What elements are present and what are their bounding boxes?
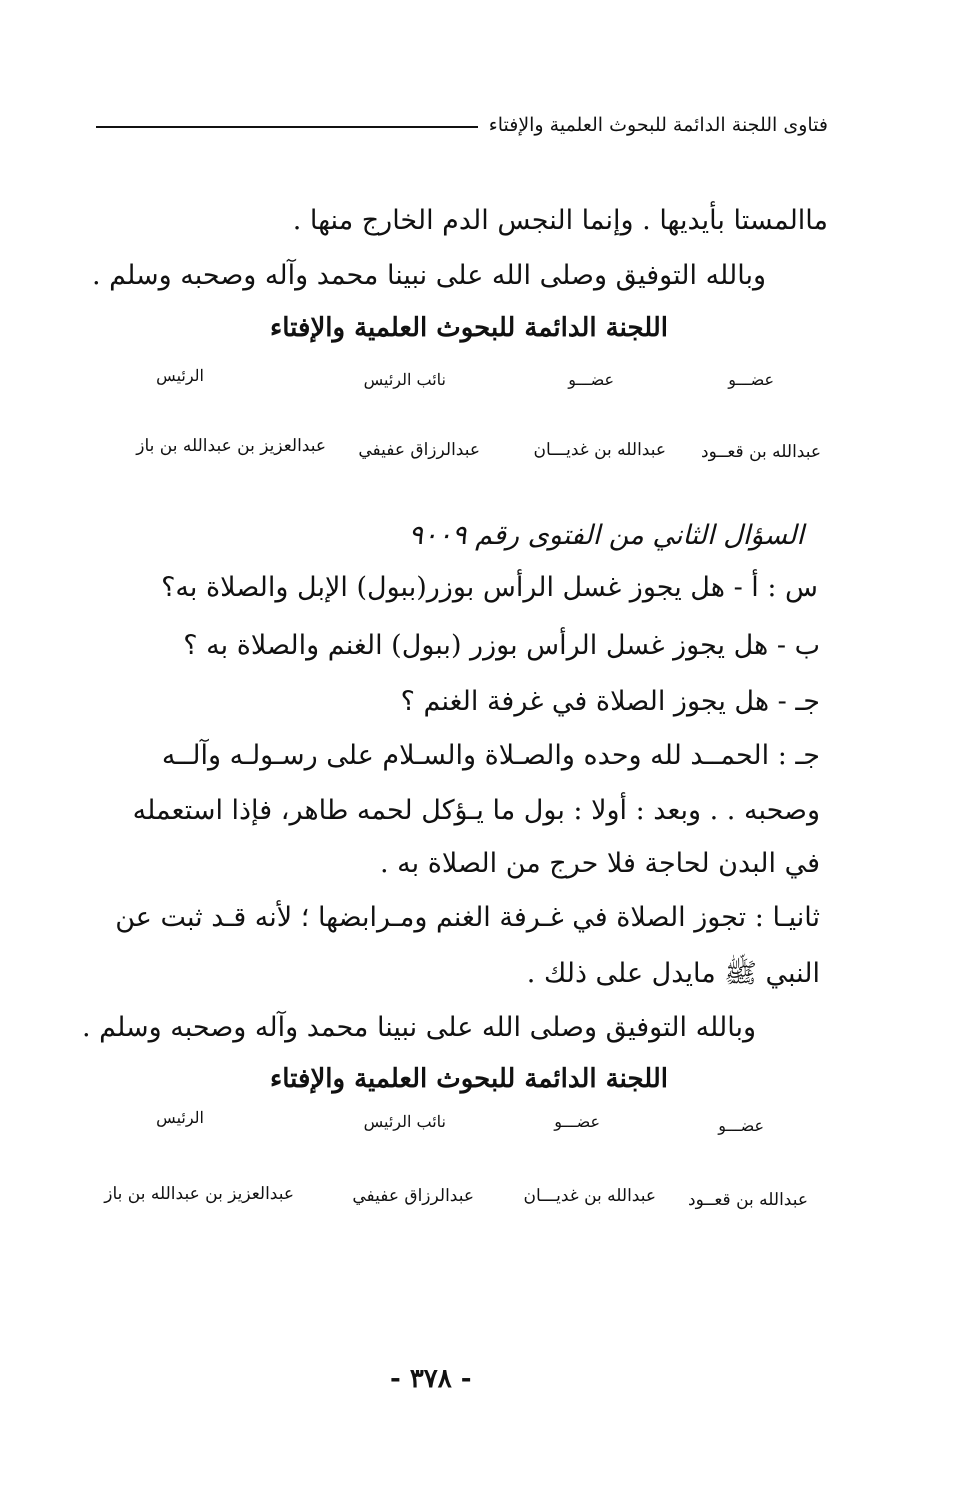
question-b: ب - هل يجوز غسل الرأس بوزر (ببول) الغنم والصلاة به ؟	[183, 630, 820, 661]
signatory-2c: عبدالرزاق عفيفي	[352, 1186, 474, 1206]
page-number: - ٣٧٨ -	[390, 1364, 472, 1394]
signatory-2a: عبدالله بن قعــود	[688, 1190, 808, 1210]
role-member-1b: عضـــو	[568, 370, 614, 389]
question-c: جـ - هل يجوز الصلاة في غرفة الغنم ؟	[400, 686, 820, 717]
committee-name-2: اللجنة الدائمة للبحوث العلمية والإفتاء	[270, 1064, 668, 1094]
signatory-2b: عبدالله بن غديـــان	[523, 1186, 656, 1206]
role-president-2: الرئيس	[156, 1108, 204, 1127]
role-member-2b: عضـــو	[554, 1112, 600, 1131]
question-a: س : أ - هل يجوز غسل الرأس بوزر(ببول) الإبل والصلاة به؟	[161, 572, 818, 603]
signatory-1d: عبدالعزيز بن عبدالله بن باز	[136, 436, 326, 456]
role-president-1: الرئيس	[156, 366, 204, 385]
role-vice-president-1: نائب الرئيس	[363, 370, 446, 389]
committee-name-1: اللجنة الدائمة للبحوث العلمية والإفتاء	[270, 313, 668, 343]
header-rule	[96, 126, 478, 128]
answer-line-5: النبي ﷺ مايدل على ذلك .	[526, 958, 820, 989]
answer-line-4: ثانيـا : تجوز الصلاة في غـرفة الغنم ومـرابضها ؛ لأنه قـد ثبت عن	[115, 902, 820, 933]
running-header-title: فتاوى اللجنة الدائمة للبحوث العلمية والإفتاء	[488, 114, 828, 136]
signatory-1b: عبدالله بن غديـــان	[533, 440, 666, 460]
signatory-2d: عبدالعزيز بن عبدالله بن باز	[104, 1184, 294, 1204]
role-member-2a: عضـــو	[718, 1116, 764, 1135]
answer-line-3: في البدن لحاجة فلا حرج من الصلاة به .	[379, 848, 820, 879]
answer-line-2: وصحبه . . وبعد : أولا : بول ما يـؤكل لحمه طاهر، فإذا استعمله	[132, 795, 820, 826]
role-member-1a: عضـــو	[728, 370, 774, 389]
role-vice-president-2: نائب الرئيس	[363, 1112, 446, 1131]
closing-prayer-1: وبالله التوفيق وصلى الله على نبينا محمد وآله وصحبه وسلم .	[91, 260, 766, 291]
answer-line-1: جـ : الحمــد لله وحده والصـلاة والسـلام على رسـولـه وآلــه	[161, 740, 820, 771]
signatory-1c: عبدالرزاق عفيفي	[358, 440, 480, 460]
fatwa-heading: السؤال الثاني من الفتوى رقم ٩٠٠٩	[408, 520, 804, 551]
closing-prayer-2: وبالله التوفيق وصلى الله على نبينا محمد وآله وصحبه وسلم .	[81, 1012, 756, 1043]
previous-answer-ending: ماالمستا بأيديها . وإنما النجس الدم الخارج منها .	[292, 205, 828, 236]
signatory-1a: عبدالله بن قعــود	[701, 442, 821, 462]
